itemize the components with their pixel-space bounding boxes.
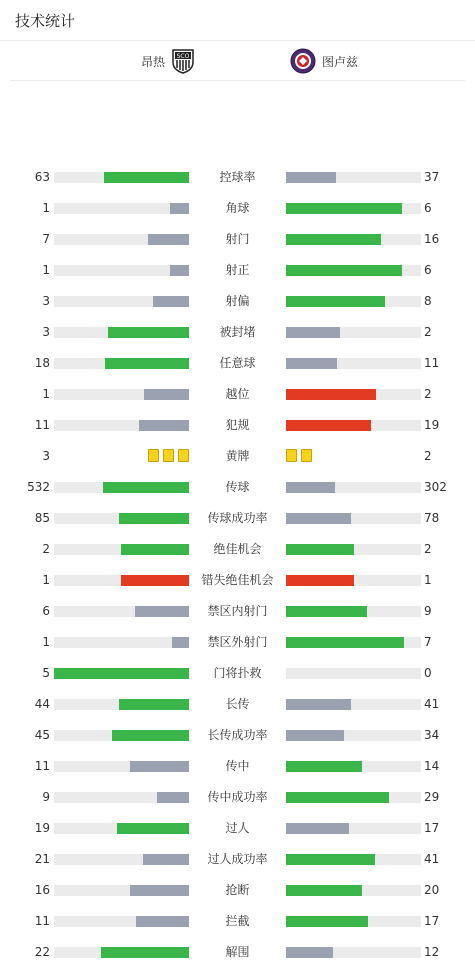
home-bar-track	[54, 358, 189, 369]
home-value: 18	[34, 356, 50, 370]
home-value: 6	[42, 604, 50, 618]
away-bar-track	[286, 296, 421, 307]
stat-row	[0, 286, 475, 317]
home-bar-fill	[119, 699, 189, 710]
away-bar-fill	[286, 203, 402, 214]
home-value: 5	[42, 666, 50, 680]
home-bar-fill	[121, 544, 189, 555]
toulouse-fc-crest-icon	[290, 48, 316, 74]
home-bar-track	[54, 916, 189, 927]
home-bar-fill	[170, 203, 189, 214]
stat-label: 禁区内射门	[207, 604, 268, 618]
stat-row	[0, 317, 475, 348]
home-team[interactable]	[141, 48, 195, 74]
away-bar-fill	[286, 761, 362, 772]
away-value: 7	[424, 635, 432, 649]
home-bar-track	[54, 172, 189, 183]
home-value: 11	[34, 418, 50, 432]
home-bar-track	[54, 482, 189, 493]
home-bar-fill	[144, 389, 189, 400]
away-yellow-cards	[286, 449, 312, 462]
home-value: 45	[34, 728, 50, 742]
home-bar-fill	[172, 637, 189, 648]
home-bar-track	[54, 730, 189, 741]
angers-sco-crest-icon	[171, 48, 195, 74]
away-bar-fill	[286, 730, 344, 741]
home-bar-track	[54, 637, 189, 648]
away-value: 20	[424, 883, 440, 897]
stat-row	[0, 596, 475, 627]
away-bar-fill	[286, 885, 362, 896]
stat-label: 射门	[225, 232, 250, 246]
away-value: 2	[424, 542, 432, 556]
away-bar-fill	[286, 420, 371, 431]
away-bar-fill	[286, 823, 349, 834]
home-bar-fill	[103, 482, 189, 493]
away-team[interactable]	[290, 48, 358, 74]
away-value: 16	[424, 232, 440, 246]
home-value: 11	[34, 914, 50, 928]
home-value: 9	[42, 790, 50, 804]
home-bar-track	[54, 575, 189, 586]
away-value: 14	[424, 759, 440, 773]
away-bar-fill	[286, 358, 337, 369]
away-bar-fill	[286, 637, 404, 648]
home-value: 7	[42, 232, 50, 246]
away-bar-track	[286, 482, 421, 493]
home-value: 2	[42, 542, 50, 556]
away-bar-fill	[286, 575, 354, 586]
home-value: 1	[42, 263, 50, 277]
home-bar-fill	[104, 172, 189, 183]
home-bar-fill	[112, 730, 189, 741]
stat-label: 长传成功率	[207, 728, 268, 742]
away-bar-track	[286, 327, 421, 338]
team-header	[10, 41, 465, 81]
stat-label: 犯规	[225, 418, 250, 432]
stat-label: 抢断	[225, 883, 250, 897]
home-bar-track	[54, 761, 189, 772]
stat-row	[0, 937, 475, 968]
away-bar-track	[286, 792, 421, 803]
away-bar-fill	[286, 699, 351, 710]
stat-label: 过人	[225, 821, 250, 835]
away-value: 302	[424, 480, 447, 494]
stat-row	[0, 162, 475, 193]
home-bar-track	[54, 265, 189, 276]
yellow-card-icon	[148, 449, 159, 462]
svg-text:SCO: SCO	[176, 53, 190, 60]
stat-row	[0, 565, 475, 596]
stat-row	[0, 689, 475, 720]
home-value: 44	[34, 697, 50, 711]
home-value: 21	[34, 852, 50, 866]
home-bar-fill	[101, 947, 189, 958]
home-bar-fill	[130, 885, 189, 896]
page-title: 技术统计	[15, 12, 76, 30]
home-value: 3	[42, 294, 50, 308]
stat-label: 传球成功率	[207, 511, 268, 525]
stat-label: 传中	[225, 759, 250, 773]
home-bar-fill	[54, 668, 189, 679]
home-bar-track	[54, 513, 189, 524]
away-bar-fill	[286, 234, 381, 245]
stat-row	[0, 844, 475, 875]
home-bar-track	[54, 885, 189, 896]
away-bar-fill	[286, 389, 376, 400]
stat-label: 禁区外射门	[207, 635, 268, 649]
yellow-card-icon	[301, 449, 312, 462]
away-value: 6	[424, 263, 432, 277]
stat-row	[0, 906, 475, 937]
stat-label: 黄牌	[225, 449, 250, 463]
away-value: 2	[424, 325, 432, 339]
stat-row	[0, 348, 475, 379]
home-value: 1	[42, 387, 50, 401]
home-bar-track	[54, 203, 189, 214]
stat-row	[0, 472, 475, 503]
home-value: 1	[42, 635, 50, 649]
away-value: 2	[424, 449, 432, 463]
away-bar-track	[286, 668, 421, 679]
home-bar-track	[54, 792, 189, 803]
stat-row	[0, 441, 475, 472]
home-bar-track	[54, 823, 189, 834]
home-bar-track	[54, 420, 189, 431]
header	[0, 0, 475, 41]
home-bar-fill	[135, 606, 189, 617]
home-bar-fill	[121, 575, 189, 586]
stat-label: 被封堵	[219, 325, 256, 339]
away-value: 8	[424, 294, 432, 308]
away-bar-fill	[286, 482, 335, 493]
stat-label: 越位	[225, 387, 250, 401]
home-bar-track	[54, 668, 189, 679]
away-bar-track	[286, 637, 421, 648]
away-bar-track	[286, 420, 421, 431]
away-bar-fill	[286, 606, 367, 617]
away-bar-track	[286, 761, 421, 772]
away-bar-fill	[286, 792, 389, 803]
away-value: 1	[424, 573, 432, 587]
home-bar-track	[54, 606, 189, 617]
away-value: 6	[424, 201, 432, 215]
stat-label: 任意球	[219, 356, 256, 370]
away-bar-track	[286, 172, 421, 183]
yellow-card-icon	[178, 449, 189, 462]
away-bar-track	[286, 513, 421, 524]
home-bar-fill	[119, 513, 189, 524]
away-bar-track	[286, 916, 421, 927]
stat-row	[0, 751, 475, 782]
stat-label: 传中成功率	[207, 790, 268, 804]
stat-label: 拦截	[225, 914, 250, 928]
home-bar-fill	[117, 823, 189, 834]
away-value: 41	[424, 852, 440, 866]
home-value: 1	[42, 573, 50, 587]
away-value: 9	[424, 604, 432, 618]
stat-row	[0, 224, 475, 255]
away-bar-track	[286, 544, 421, 555]
away-value: 37	[424, 170, 440, 184]
home-yellow-cards	[148, 449, 189, 462]
stat-row	[0, 658, 475, 689]
away-bar-track	[286, 265, 421, 276]
away-bar-track	[286, 203, 421, 214]
home-bar-track	[54, 699, 189, 710]
away-bar-track	[286, 947, 421, 958]
home-value: 85	[34, 511, 50, 525]
stat-label: 长传	[225, 697, 250, 711]
home-bar-fill	[139, 420, 189, 431]
yellow-card-icon	[286, 449, 297, 462]
home-bar-fill	[143, 854, 189, 865]
stat-label: 射偏	[225, 294, 250, 308]
away-bar-fill	[286, 916, 368, 927]
away-bar-fill	[286, 265, 402, 276]
away-value: 29	[424, 790, 440, 804]
home-value: 11	[34, 759, 50, 773]
stat-row	[0, 813, 475, 844]
home-bar-track	[54, 947, 189, 958]
home-bar-track	[54, 234, 189, 245]
away-bar-fill	[286, 296, 385, 307]
away-bar-fill	[286, 513, 351, 524]
home-bar-fill	[108, 327, 189, 338]
stat-row	[0, 875, 475, 906]
stat-label: 传球	[225, 480, 250, 494]
stat-label: 门将扑救	[213, 666, 262, 680]
away-team-name: 图卢兹	[322, 54, 359, 69]
away-bar-track	[286, 575, 421, 586]
home-bar-fill	[170, 265, 189, 276]
away-bar-fill	[286, 172, 336, 183]
away-value: 41	[424, 697, 440, 711]
home-value: 3	[42, 449, 50, 463]
home-bar-fill	[157, 792, 189, 803]
home-bar-track	[54, 389, 189, 400]
home-value: 63	[34, 170, 50, 184]
stat-row	[0, 193, 475, 224]
away-value: 11	[424, 356, 440, 370]
away-bar-track	[286, 854, 421, 865]
home-bar-track	[54, 327, 189, 338]
home-bar-track	[54, 854, 189, 865]
stat-row	[0, 503, 475, 534]
stat-label: 过人成功率	[207, 852, 268, 866]
away-bar-fill	[286, 327, 340, 338]
away-bar-track	[286, 234, 421, 245]
away-bar-track	[286, 885, 421, 896]
home-bar-fill	[153, 296, 189, 307]
home-bar-fill	[105, 358, 189, 369]
home-value: 1	[42, 201, 50, 215]
stat-row	[0, 410, 475, 441]
home-bar-track	[54, 296, 189, 307]
stat-row	[0, 782, 475, 813]
away-value: 34	[424, 728, 440, 742]
stat-label: 绝佳机会	[213, 542, 262, 556]
away-value: 19	[424, 418, 440, 432]
home-value: 22	[34, 945, 50, 959]
stat-row	[0, 534, 475, 565]
away-value: 12	[424, 945, 440, 959]
away-bar-track	[286, 389, 421, 400]
away-value: 17	[424, 821, 440, 835]
stat-label: 射正	[225, 263, 250, 277]
home-team-name: 昂热	[140, 54, 165, 69]
away-value: 0	[424, 666, 432, 680]
away-bar-track	[286, 823, 421, 834]
away-bar-fill	[286, 544, 354, 555]
away-bar-track	[286, 358, 421, 369]
home-bar-fill	[148, 234, 189, 245]
yellow-card-icon	[163, 449, 174, 462]
stat-label: 角球	[225, 201, 250, 215]
home-value: 532	[27, 480, 50, 494]
home-bar-fill	[130, 761, 189, 772]
away-bar-track	[286, 730, 421, 741]
stat-row	[0, 379, 475, 410]
home-bar-fill	[136, 916, 189, 927]
away-bar-track	[286, 699, 421, 710]
away-bar-fill	[286, 947, 333, 958]
stat-row	[0, 627, 475, 658]
stat-row	[0, 255, 475, 286]
stat-row	[0, 720, 475, 751]
home-bar-track	[54, 544, 189, 555]
away-value: 78	[424, 511, 440, 525]
stat-label: 控球率	[219, 170, 256, 184]
away-bar-track	[286, 606, 421, 617]
stat-label: 错失绝佳机会	[201, 573, 274, 587]
stat-label: 解围	[225, 945, 250, 959]
away-value: 2	[424, 387, 432, 401]
away-bar-fill	[286, 854, 375, 865]
home-value: 3	[42, 325, 50, 339]
home-value: 19	[34, 821, 50, 835]
away-value: 17	[424, 914, 440, 928]
home-value: 16	[34, 883, 50, 897]
